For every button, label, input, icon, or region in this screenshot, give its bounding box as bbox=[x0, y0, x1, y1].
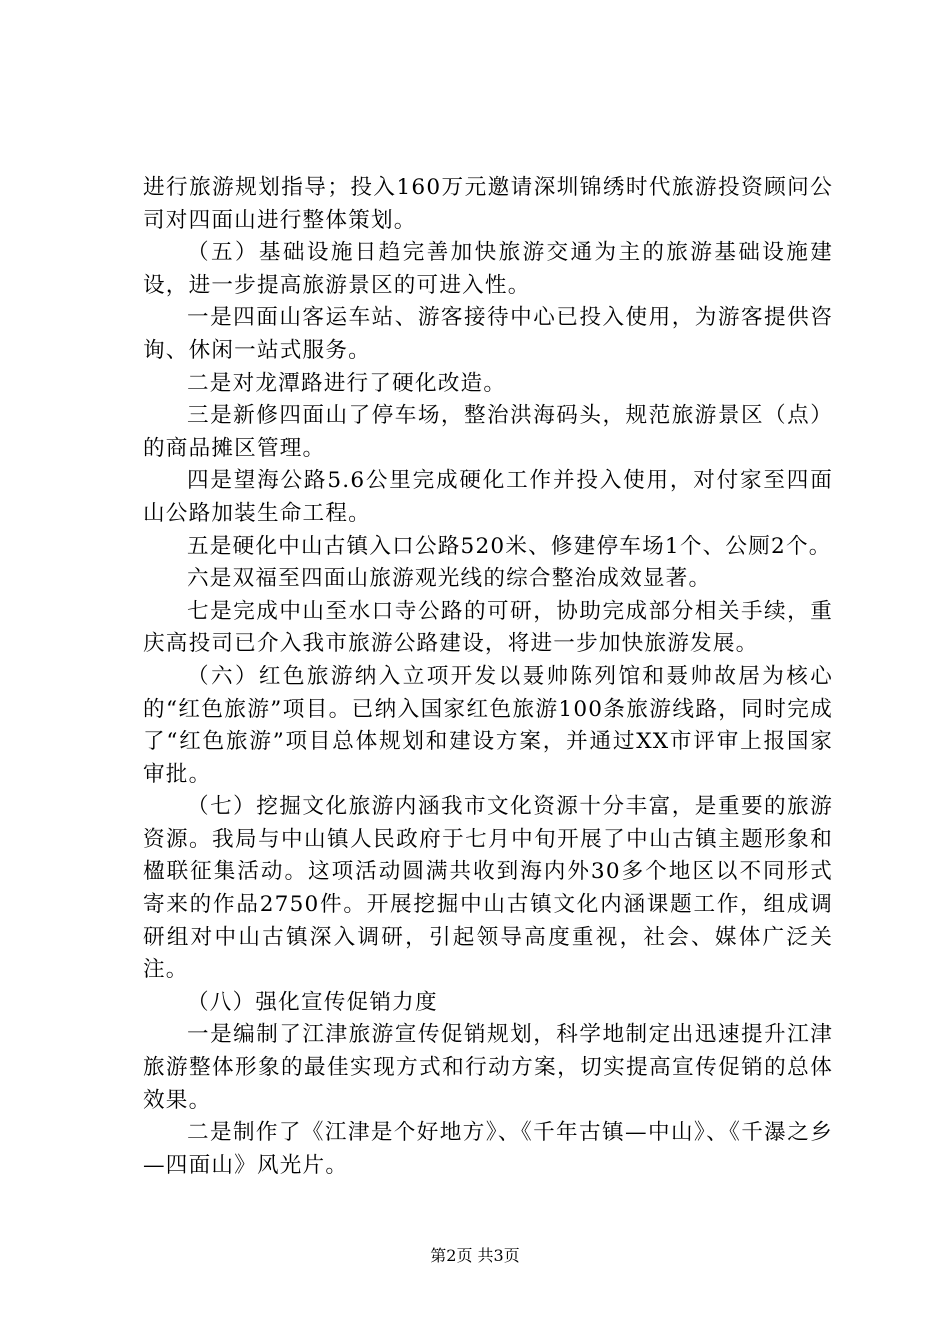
paragraph: 七是完成中山至水口寺公路的可研，协助完成部分相关手续，重庆高投司已介入我市旅游公路建设，将进一步加快旅游发展。 bbox=[143, 598, 833, 657]
paragraph: （六）红色旅游纳入立项开发以聂帅陈列馆和聂帅故居为核心的“红色旅游”项目。已纳入国家红色旅游100条旅游线路，同时完成了“红色旅游”项目总体规划和建设方案，并通过XX市评审上报国家审批。 bbox=[143, 663, 833, 787]
document-body bbox=[143, 172, 833, 1182]
page-number: 第2页 共3页 bbox=[430, 1246, 520, 1265]
paragraph: 二是对龙潭路进行了硬化改造。 bbox=[187, 370, 507, 396]
page-footer bbox=[0, 1246, 950, 1266]
paragraph: 六是双福至四面山旅游观光线的综合整治成效显著。 bbox=[187, 566, 712, 592]
paragraph: （七）挖掘文化旅游内涵我市文化资源十分丰富，是重要的旅游资源。我局与中山镇人民政府于七月中旬开展了中山古镇主题形象和楹联征集活动。这项活动圆满共收到海内外30多个地区以不同形式寄来的作品2750件。开展挖掘中山古镇文化内涵课题工作，组成调研组对中山古镇深入调研，引起领导高度重视，社会、媒体广泛关注。 bbox=[143, 794, 833, 983]
paragraph: （五）基础设施日趋完善加快旅游交通为主的旅游基础设施建设，进一步提高旅游景区的可进入性。 bbox=[143, 240, 833, 298]
paragraph: 进行旅游规划指导；投入160万元邀请深圳锦绣时代旅游投资顾问公司对四面山进行整体策划。 bbox=[143, 175, 833, 233]
paragraph: 三是新修四面山了停车场，整治洪海码头，规范旅游景区（点）的商品摊区管理。 bbox=[143, 403, 833, 461]
section-heading: （八）强化宣传促销力度 bbox=[187, 989, 438, 1015]
paragraph: 一是四面山客运车站、游客接待中心已投入使用，为游客提供咨询、休闲一站式服务。 bbox=[143, 305, 833, 363]
paragraph: 一是编制了江津旅游宣传促销规划，科学地制定出迅速提升江津旅游整体形象的最佳实现方式和行动方案，切实提高宣传促销的总体效果。 bbox=[143, 1022, 833, 1113]
paragraph: 二是制作了《江津是个好地方》、《千年古镇—中山》、《千瀑之乡—四面山》风光片。 bbox=[143, 1120, 833, 1178]
paragraph: 四是望海公路5.6公里完成硬化工作并投入使用，对付家至四面山公路加装生命工程。 bbox=[143, 468, 833, 526]
paragraph: 五是硬化中山古镇入口公路520米、修建停车场1个、公厕2个。 bbox=[187, 533, 832, 559]
